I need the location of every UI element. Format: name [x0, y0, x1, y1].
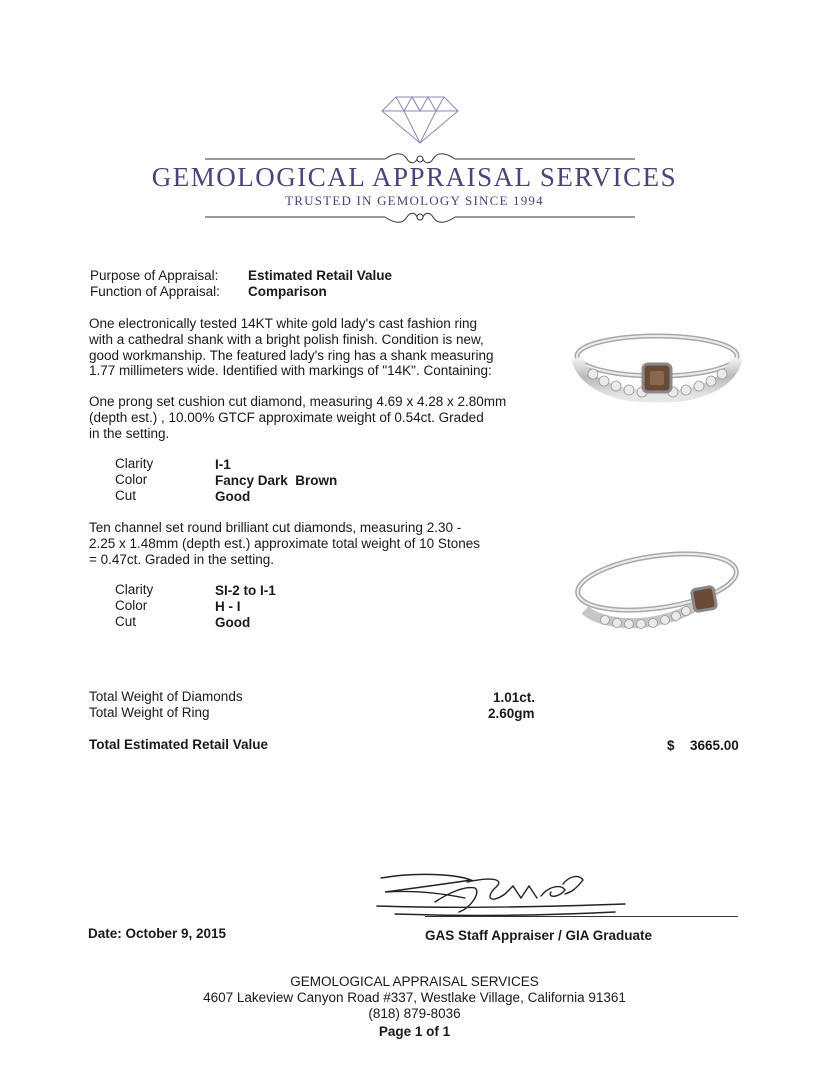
- total-ring-value: 2.60gm: [488, 706, 535, 721]
- purpose-label: Purpose of Appraisal:: [90, 268, 219, 283]
- center-cut-label: Cut: [115, 488, 137, 503]
- diamond-logo-icon: [380, 95, 460, 145]
- currency-symbol: $: [667, 738, 675, 753]
- page-number: Page 1 of 1: [378, 1024, 451, 1039]
- side-clarity-value: SI-2 to I-1: [215, 583, 276, 598]
- ring-photo-front: [565, 318, 750, 418]
- signature-line: [425, 916, 738, 917]
- description-line: good workmanship. The featured lady's ring has a shank measuring: [89, 347, 494, 363]
- center-clarity-value: I-1: [215, 457, 231, 472]
- total-retail-label: Total Estimated Retail Value: [89, 737, 269, 752]
- side-stones-line: Ten channel set round brilliant cut diamonds, measuring 2.30 -: [89, 520, 462, 535]
- company-tagline: TRUSTED IN GEMOLOGY SINCE 1994: [285, 193, 544, 208]
- total-retail-value: 3665.00: [690, 738, 739, 753]
- center-color-label: Color: [115, 472, 148, 487]
- center-clarity-label: Clarity: [115, 456, 154, 471]
- side-color-value: H - I: [215, 599, 241, 614]
- center-stone-paragraph: [89, 394, 509, 441]
- center-color-value: Fancy Dark Brown: [215, 473, 338, 488]
- purpose-value: Estimated Retail Value: [248, 268, 393, 283]
- appraisal-date: Date: October 9, 2015: [88, 926, 227, 941]
- center-stone-line: in the setting.: [89, 425, 170, 441]
- appraiser-signature: [375, 868, 635, 923]
- side-color-label: Color: [115, 598, 148, 613]
- function-label: Function of Appraisal:: [90, 284, 220, 299]
- side-cut-label: Cut: [115, 614, 137, 629]
- total-diamonds-label: Total Weight of Diamonds: [89, 689, 243, 704]
- footer-phone: (818) 879-8036: [368, 1006, 461, 1021]
- company-logo-title: GEMOLOGICAL APPRAISAL SERVICES: [151, 162, 678, 192]
- signature-caption: GAS Staff Appraiser / GIA Graduate: [425, 928, 653, 943]
- side-stones-line: = 0.47ct. Graded in the setting.: [89, 551, 274, 567]
- side-stones-line: 2.25 x 1.48mm (depth est.) approximate total weight of 10 Stones: [89, 535, 480, 551]
- logo-bottom-rule: [205, 208, 635, 226]
- center-cut-value: Good: [215, 489, 251, 504]
- total-diamonds-value: 1.01ct.: [493, 690, 536, 705]
- center-stone-line: One prong set cushion cut diamond, measuring 4.69 x 4.28 x 2.80mm: [89, 394, 507, 409]
- side-stones-paragraph: [89, 520, 509, 567]
- center-stone-line: (depth est.) , 10.00% GTCF approximate weight of 0.54ct. Graded: [89, 409, 484, 425]
- side-clarity-label: Clarity: [115, 582, 154, 597]
- description-line: 1.77 millimeters wide. Identified with markings of "14K". Containing:: [89, 363, 492, 379]
- side-cut-value: Good: [215, 615, 251, 630]
- description-line: with a cathedral shank with a bright polish finish. Condition is new,: [89, 331, 484, 347]
- function-value: Comparison: [248, 284, 327, 299]
- description-line: One electronically tested 14KT white gold lady's cast fashion ring: [89, 316, 478, 331]
- footer-address: 4607 Lakeview Canyon Road #337, Westlake Village, California 91361: [203, 990, 626, 1005]
- description-paragraph: [89, 316, 509, 379]
- total-ring-label: Total Weight of Ring: [89, 705, 210, 720]
- footer-company: GEMOLOGICAL APPRAISAL SERVICES: [290, 974, 539, 989]
- ring-photo-angled: [565, 540, 750, 635]
